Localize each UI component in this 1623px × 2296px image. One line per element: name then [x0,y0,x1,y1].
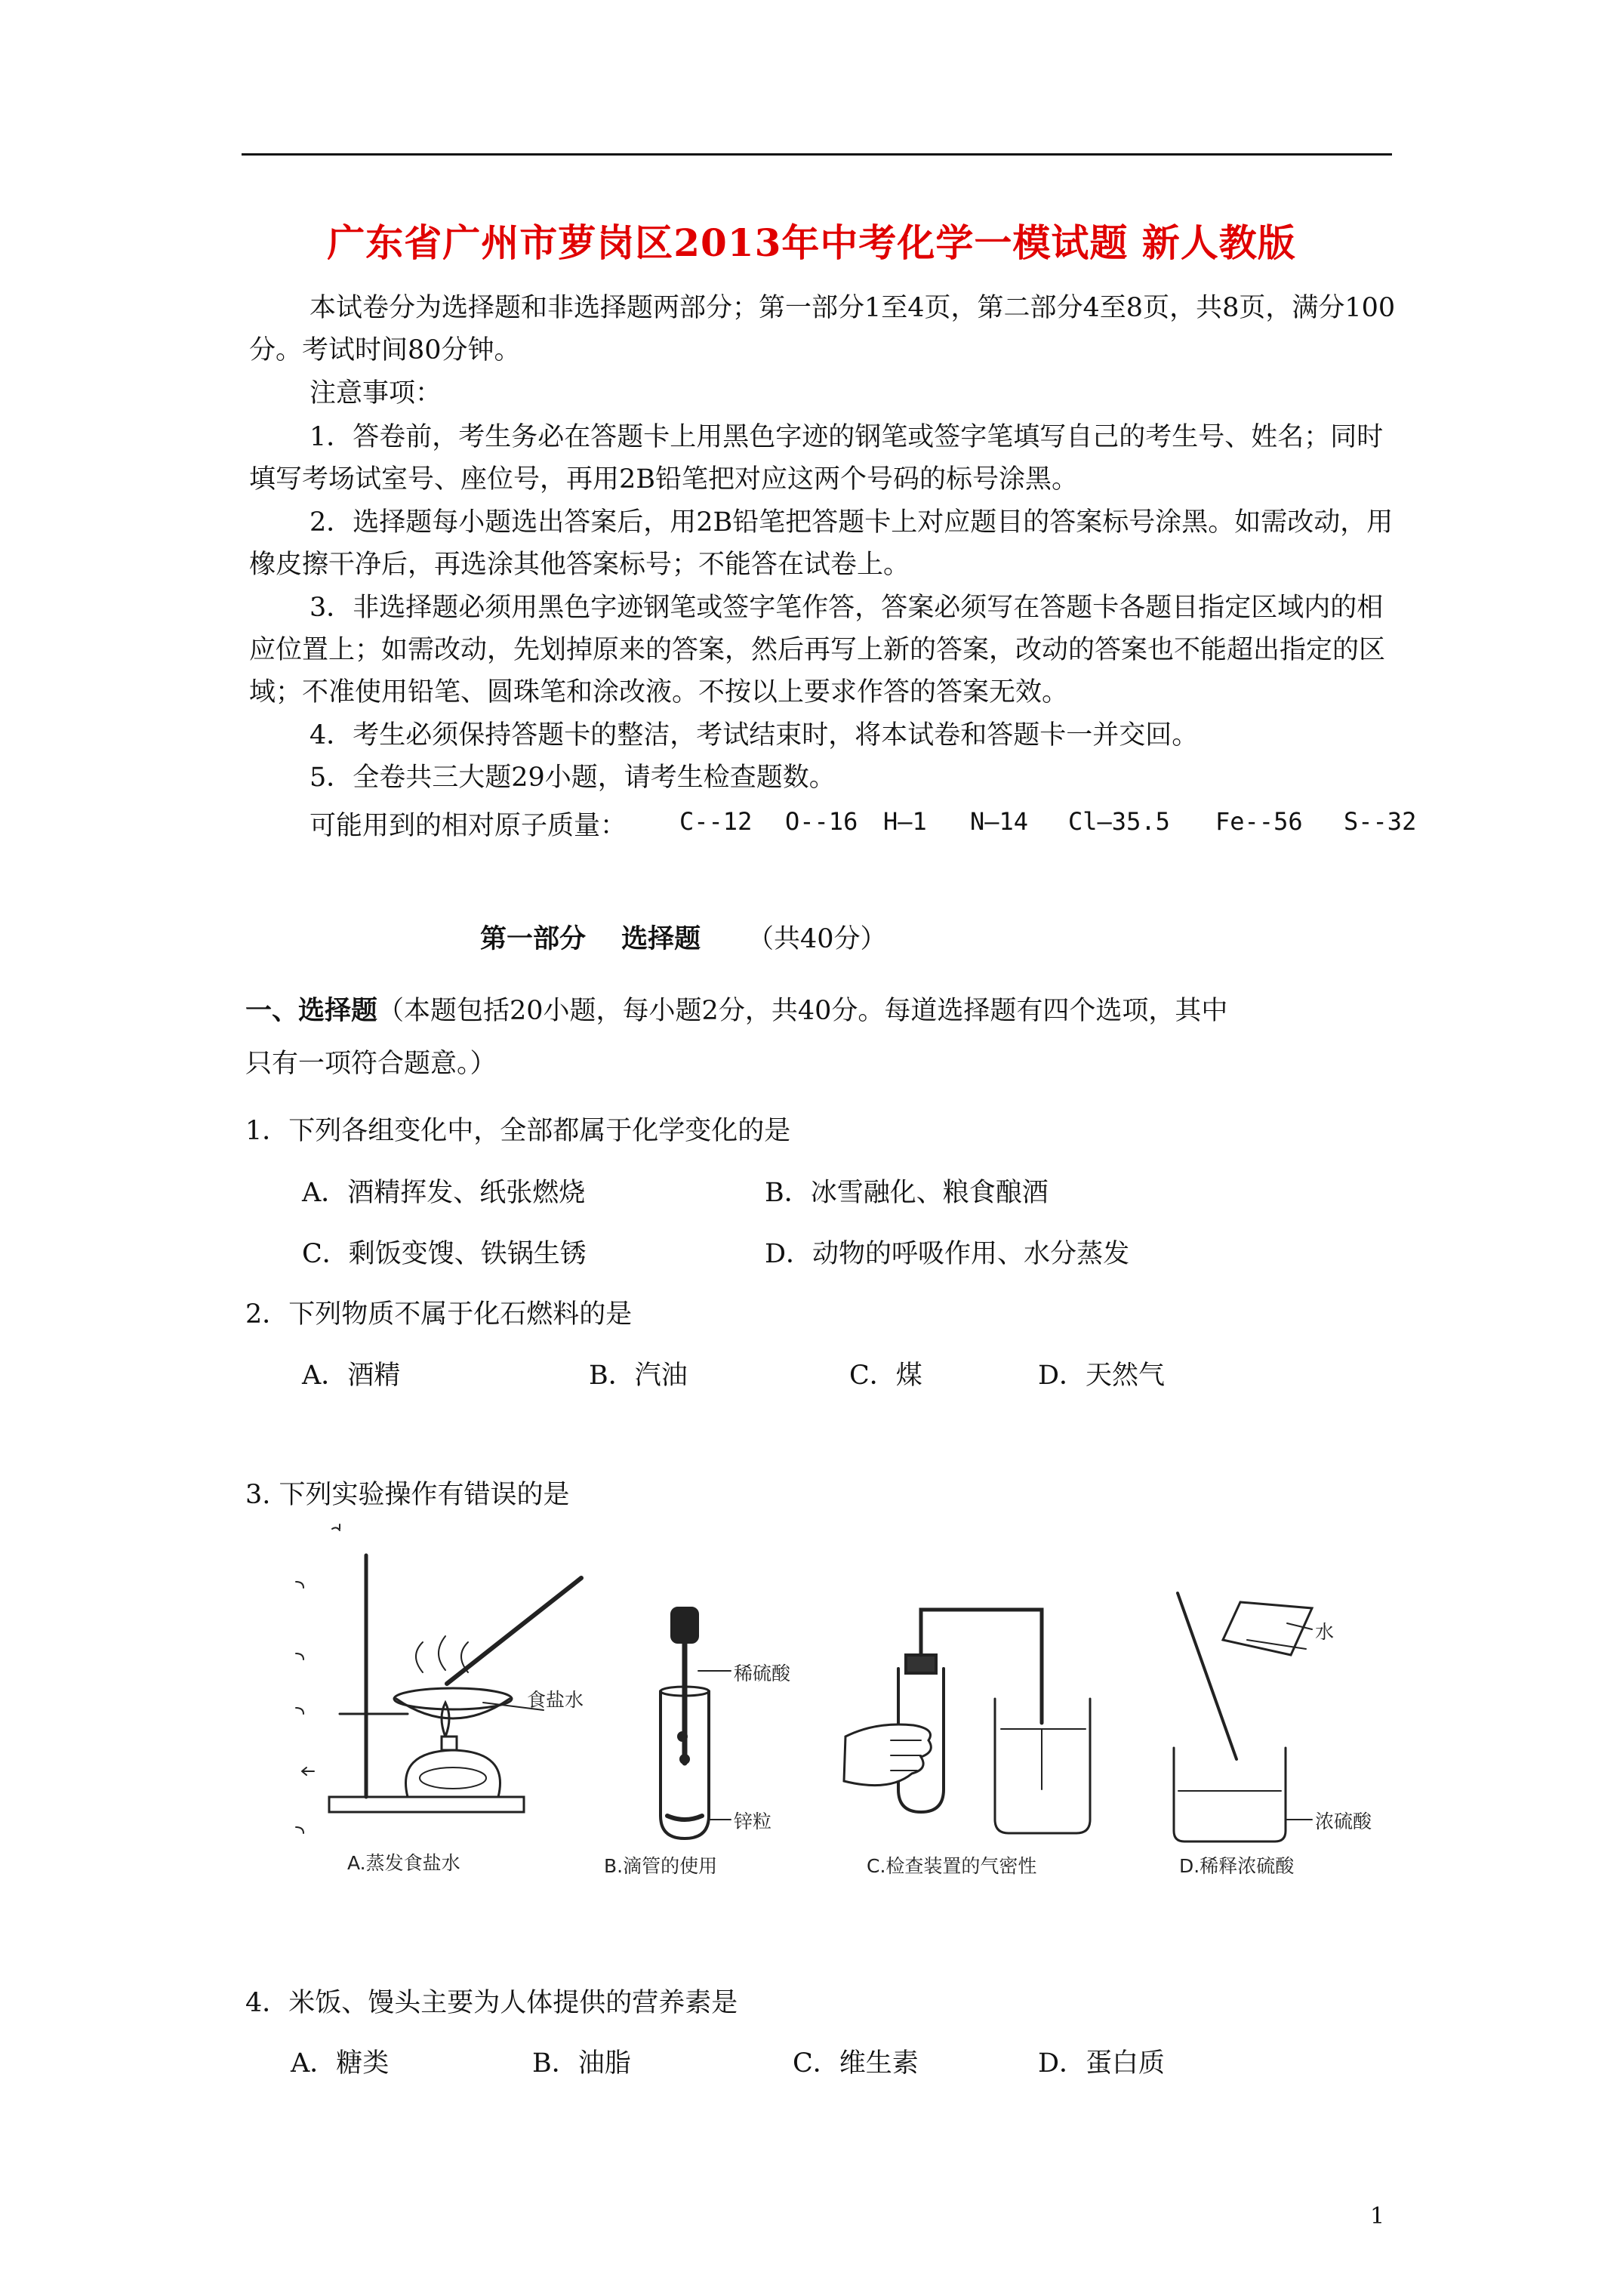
question-2-stem: 2．下列物质不属于化石燃料的是 [245,1299,633,1330]
question-4-option-c: C．维生素 [793,2048,919,2079]
dropper-apparatus [661,1608,731,1838]
intro-paragraph: 本试卷分为选择题和非选择题两部分；第一部分1至4页，第二部分4至8页，共8页，满分100分。考试时间80分钟。 [249,293,1396,365]
evaporation-apparatus [329,1555,581,1812]
question-2-option-c: C．煤 [849,1361,922,1391]
question-2-option-b: B．汽油 [589,1361,688,1391]
page-number: 1 [1370,2203,1385,2230]
figure-a-caption: A.蒸发食盐水 [347,1852,460,1874]
part-points: （共40分） [747,924,887,954]
figure-b-caption: B.滴管的使用 [604,1855,718,1877]
question-2-option-d: D．天然气 [1038,1361,1166,1391]
question-4-option-a: A．糖类 [291,2048,390,2079]
notice-4: 4．考生必须保持答题卡的整洁，考试结束时，将本试卷和答题卡一并交回。 [310,720,1199,750]
margin-mark [332,1524,340,1530]
airtightness-apparatus [844,1610,1090,1833]
figure-c-caption: C.检查装置的气密性 [867,1855,1037,1877]
figure-d-caption: D.稀释浓硫酸 [1179,1855,1295,1877]
question-4-option-d: D．蛋白质 [1038,2048,1166,2079]
notice-5: 5．全卷共三大题29小题，请考生检查题数。 [310,763,836,793]
margin-mark [302,1767,314,1775]
question-1-option-a: A．酒精挥发、纸张燃烧 [302,1178,586,1208]
section-label: 一、选择题 [245,995,378,1026]
atomic-mass-cl: Cl—35.5 [1068,807,1170,836]
margin-mark [296,1582,303,1833]
notice-heading: 注意事项： [310,378,442,408]
atomic-mass-s: S--32 [1344,807,1417,836]
atomic-mass-n: N—14 [970,807,1029,836]
atomic-mass-label: 可能用到的相对原子质量： [310,811,627,841]
label-concentrated-sulfuric-acid: 浓硫酸 [1315,1811,1372,1832]
label-dilute-sulfuric-acid: 稀硫酸 [734,1663,791,1684]
notice-1: 1．答卷前，考生务必在答题卡上用黑色字迹的钢笔或签字笔填写自己的考生号、姓名；同时填写考场试室号、座位号，再用2B铅笔把对应这两个号码的标号涂黑。 [249,422,1384,495]
question-1-option-d: D．动物的呼吸作用、水分蒸发 [765,1239,1130,1269]
section-description-cont: 只有一项符合题意。） [245,1049,497,1079]
atomic-mass-o: O--16 [785,807,858,836]
question-4-stem: 4．米饭、馒头主要为人体提供的营养素是 [245,1988,738,2018]
atomic-mass-c: C--12 [679,807,753,836]
question-2-option-a: A．酒精 [302,1361,401,1391]
label-zinc-granules: 锌粒 [734,1811,772,1832]
atomic-mass-h: H—1 [883,807,927,836]
atomic-mass-fe: Fe--56 [1215,807,1303,836]
part-heading: 第一部分 选择题 [480,923,701,954]
notice-2: 2．选择题每小题选出答案后，用2B铅笔把答题卡上对应题目的答案标号涂黑。如需改动，用橡皮擦干净后，再选涂其他答案标号；不能答在试卷上。 [249,507,1394,580]
question-3-stem: 3. 下列实验操作有错误的是 [245,1480,570,1510]
dilution-apparatus [1174,1593,1312,1841]
section-description: （本题包括20小题，每小题2分，共40分。每道选择题有四个选项，其中 [377,996,1228,1026]
label-salt-water: 食盐水 [527,1689,584,1711]
question-1-option-c: C．剩饭变馊、铁锅生锈 [302,1239,587,1269]
label-water: 水 [1315,1621,1335,1643]
notice-3: 3．非选择题必须用黑色字迹钢笔或签字笔作答，答案必须写在答题卡各题目指定区域内的相应位置上；如需改动，先划掉原来的答案，然后再写上新的答案，改动的答案也不能超出指定的区域；不准使用铅笔、圆珠笔和涂改液。不按以上要求作答的答案无效。 [249,593,1386,707]
question-1-stem: 1．下列各组变化中，全部都属于化学变化的是 [245,1116,791,1146]
document-title: 广东省广州市萝岗区2013年中考化学一模试题 新人教版 [327,220,1296,265]
question-4-option-b: B．油脂 [532,2048,631,2079]
question-1-option-b: B．冰雪融化、粮食酿酒 [765,1178,1049,1208]
